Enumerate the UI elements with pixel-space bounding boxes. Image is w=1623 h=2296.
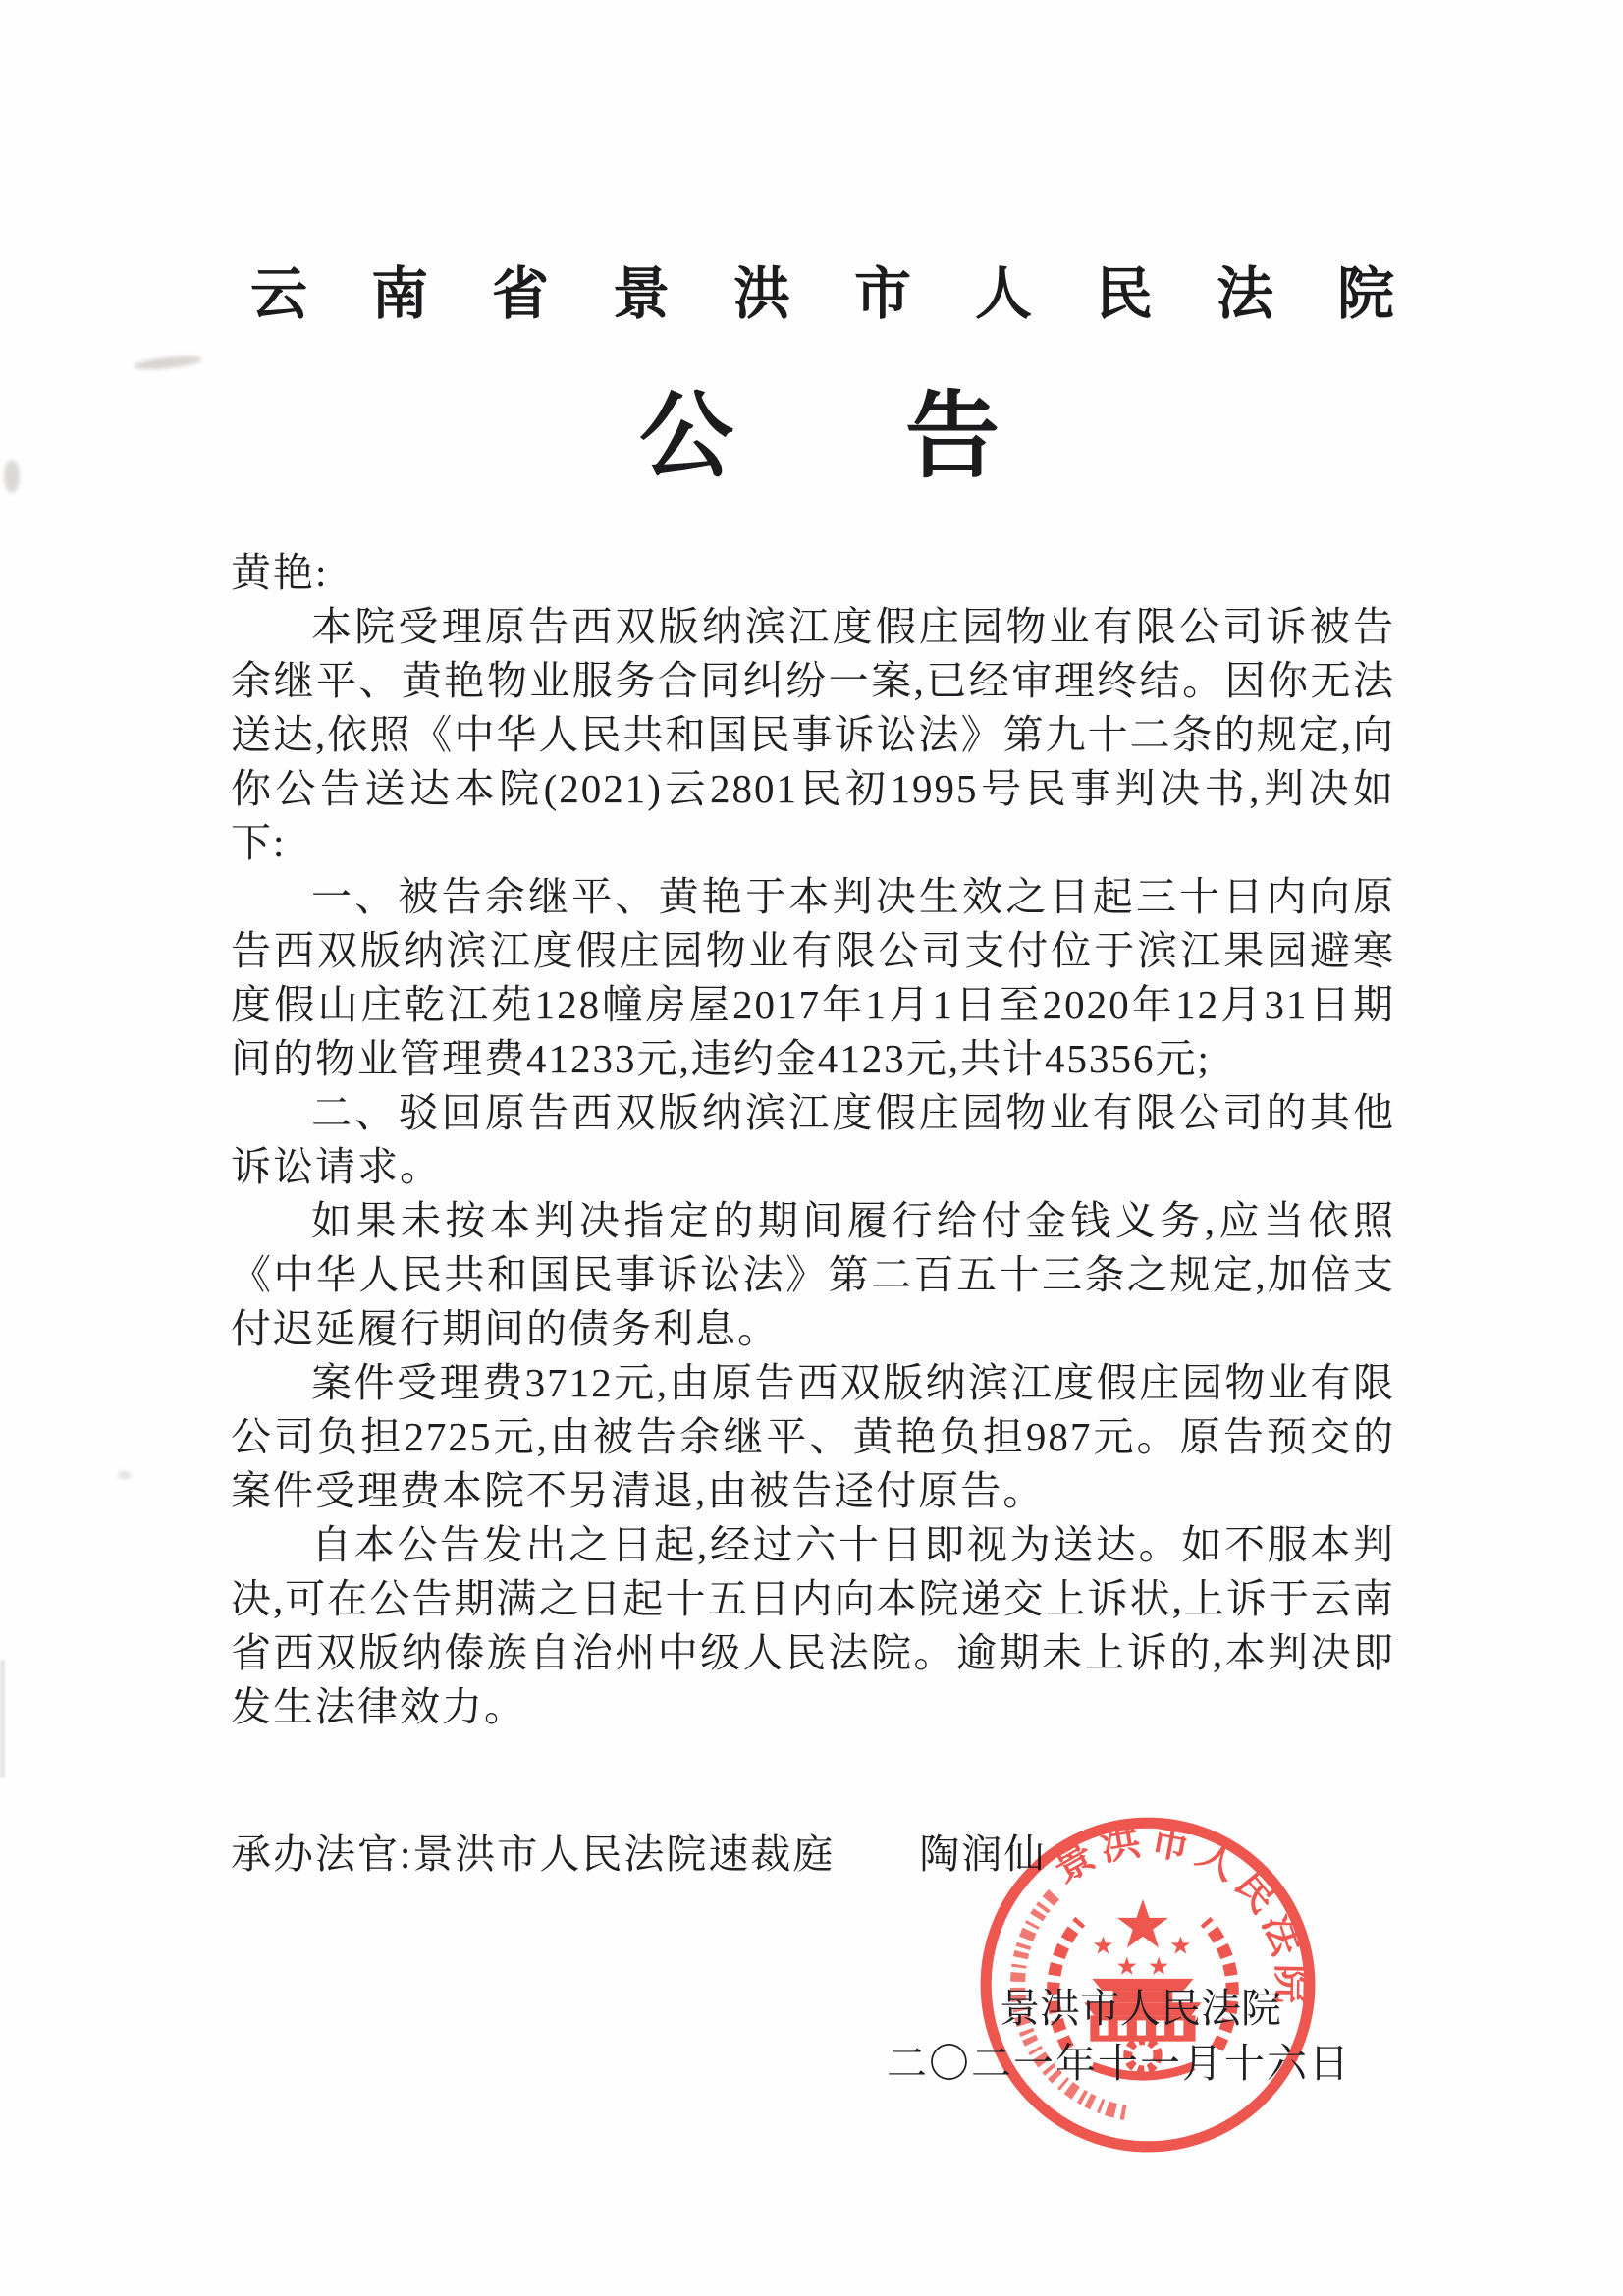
notice-paragraph: 二、驳回原告西双版纳滨江度假庄园物业有限公司的其他诉讼请求。 xyxy=(231,1090,1395,1189)
notice-paragraph: 本院受理原告西双版纳滨江度假庄园物业有限公司诉被告余继平、黄艳物业服务合同纠纷一案,已经审理终结。因你无法送达,依照《中华人民共和国民事诉讼法》第九十二条的规定,向你公告送达本院(2021)云2801民初1995号民事判决书,判决如下: xyxy=(231,604,1395,865)
notice-body xyxy=(231,546,1395,1734)
seal-emblem-stars xyxy=(1094,1899,1190,1975)
notice-title: 公告 xyxy=(639,384,1171,489)
stamp-court-name: 景洪市人民法院 xyxy=(1000,1986,1281,2031)
scan-smudge xyxy=(118,1471,132,1479)
scan-edge-streak xyxy=(0,1660,5,1777)
salutation: 黄艳: xyxy=(231,550,329,595)
scan-smudge xyxy=(4,460,20,493)
notice-paragraph: 自本公告发出之日起,经过六十日即视为送达。如不服本判决,可在公告期满之日起十五日内向本院递交上诉状,上诉于云南省西双版纳傣族自治州中级人民法院。逾期未上诉的,本判决即发生法律效力。 xyxy=(231,1522,1395,1729)
stamp-date: 二〇二一年十一月十六日 xyxy=(887,2041,1351,2086)
court-title: 云南省景洪市人民法院 xyxy=(250,262,1459,326)
notice-paragraph: 一、被告余继平、黄艳于本判决生效之日起三十日内向原告西双版纳滨江度假庄园物业有限公司支付位于滨江果园避寒度假山庄乾江苑128幢房屋2017年1月1日至2020年12月31日期间的物业管理费41233元,违约金4123元,共计45356元; xyxy=(231,874,1395,1081)
notice-paragraph: 如果未按本判决指定的期间履行给付金钱义务,应当依照《中华人民共和国民事诉讼法》第二百五十三条之规定,加倍支付迟延履行期间的债务利息。 xyxy=(231,1198,1395,1351)
seal-ring-text: 景洪市人民法院 xyxy=(1045,1817,1314,2010)
presiding-judge-line: 承办法官:景洪市人民法院速裁庭 陶润仙 xyxy=(231,1831,1047,1877)
notice-paragraph: 案件受理费3712元,由原告西双版纳滨江度假庄园物业有限公司负担2725元,由被告余继平、黄艳负担987元。原告预交的案件受理费本院不另清退,由被告迳付原告。 xyxy=(231,1360,1395,1513)
scan-smudge xyxy=(134,354,203,371)
